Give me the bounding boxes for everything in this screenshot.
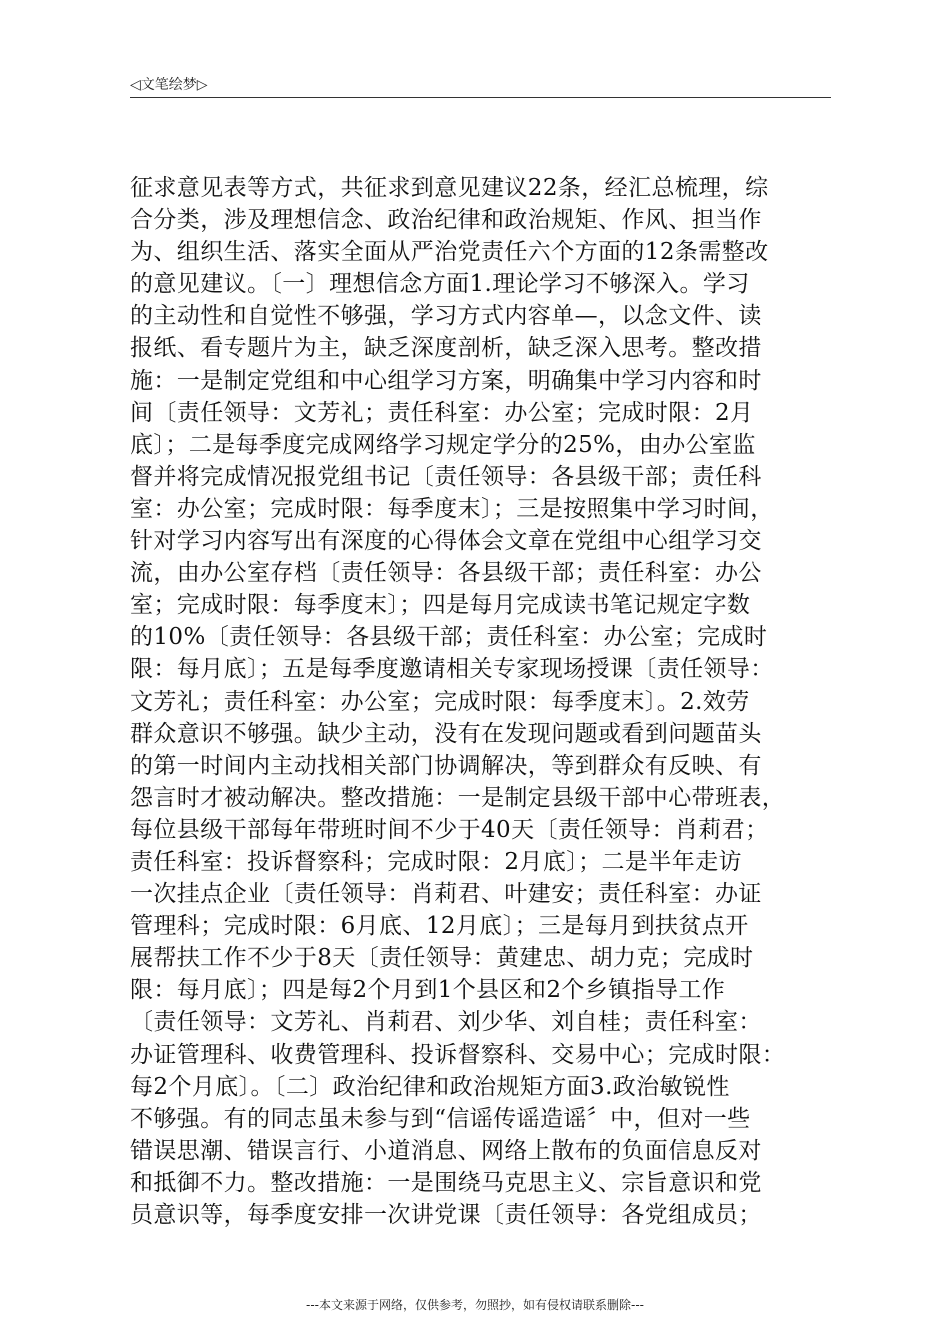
body-line: 流，由办公室存档〔责任领导：各县级干部；责任科室：办公 (130, 560, 762, 587)
body-line: 管理科；完成时限：6月底、12月底〕；三是每月到扶贫点开 (130, 913, 749, 940)
body-line: 和抵御不力。整改措施：一是围绕马克思主义、宗旨意识和党 (130, 1169, 762, 1196)
body-line: 错误思潮、错误言行、小道消息、网络上散布的负面信息反对 (130, 1137, 762, 1164)
body-line: 展帮扶工作不少于8天〔责任领导：黄建忠、胡力克；完成时 (130, 945, 754, 972)
body-line: 的意见建议。〔一〕理想信念方面1.理论学习不够深入。学习 (130, 271, 750, 298)
body-line: 一次挂点企业〔责任领导：肖莉君、叶建安；责任科室：办证 (130, 881, 762, 908)
body-line: 文芳礼；责任科室：办公室；完成时限：每季度末〕。2.效劳 (130, 688, 750, 715)
body-line: 报纸、看专题片为主，缺乏深度剖析，缺乏深入思考。整改措 (130, 335, 762, 362)
body-line: 的主动性和自觉性不够强，学习方式内容单—，以念文件、读 (130, 303, 762, 330)
body-line: 限：每月底〕；五是每季度邀请相关专家现场授课〔责任领导： (130, 656, 774, 683)
body-line: 每位县级干部每年带班时间不少于40天〔责任领导：肖莉君； (130, 816, 769, 843)
body-line: 督并将完成情况报党组书记〔责任领导：各县级干部；责任科 (130, 463, 762, 490)
body-line: 限：每月底〕；四是每2个月到1个县区和2个乡镇指导工作 (130, 977, 726, 1004)
body-line: 不够强。有的同志虽未参与到“信谣传谣造谣〞中，但对一些 (130, 1105, 751, 1132)
body-line: 员意识等，每季度安排一次讲党课〔责任领导：各党组成员； (130, 1202, 762, 1228)
document-body (130, 172, 830, 1231)
body-line: 施：一是制定党组和中心组学习方案，明确集中学习内容和时 (130, 367, 762, 394)
body-line: 群众意识不够强。缺少主动，没有在发现问题或看到问题苗头 (130, 720, 762, 747)
body-line: 针对学习内容写出有深度的心得体会文章在党组中心组学习交 (130, 528, 762, 555)
body-line: 办证管理科、收费管理科、投诉督察科、交易中心；完成时限： (130, 1041, 786, 1068)
body-line: 间〔责任领导：文芳礼；责任科室：办公室；完成时限：2月 (130, 399, 754, 426)
body-line: 底〕；二是每季度完成网络学习规定学分的25%，由办公室监 (130, 431, 756, 458)
body-line: 责任科室：投诉督察科；完成时限：2月底〕；二是半年走访 (130, 848, 742, 875)
body-line: 每2个月底〕。〔二〕政治纪律和政治规矩方面3.政治敏锐性 (130, 1073, 730, 1100)
body-line: 的10%〔责任领导：各县级干部；责任科室：办公室；完成时 (130, 624, 768, 651)
footer-note: ---本文来源于网络，仅供参考，勿照抄，如有侵权请联系删除--- (306, 1298, 644, 1312)
body-line: 〔责任领导：文芳礼、肖莉君、刘少华、刘自桂；责任科室： (130, 1009, 762, 1036)
body-line: 室：办公室；完成时限：每季度末〕；三是按照集中学习时间， (130, 495, 774, 522)
header-title: ◁文笔绘梦▷ (130, 77, 208, 93)
body-line: 的第一时间内主动找相关部门协调解决，等到群众有反映、有 (130, 752, 762, 779)
body-line: 合分类，涉及理想信念、政治纪律和政治规矩、作风、担当作 (130, 207, 762, 234)
body-line: 怨言时才被动解决。整改措施：一是制定县级干部中心带班表， (130, 784, 786, 811)
header-divider (130, 97, 831, 98)
body-line: 为、组织生活、落实全面从严治党责任六个方面的12条需整改 (130, 239, 769, 266)
body-line: 室；完成时限：每季度末〕；四是每月完成读书笔记规定字数 (130, 592, 751, 619)
body-line: 征求意见表等方式，共征求到意见建议22条，经汇总梳理，综 (130, 175, 769, 201)
